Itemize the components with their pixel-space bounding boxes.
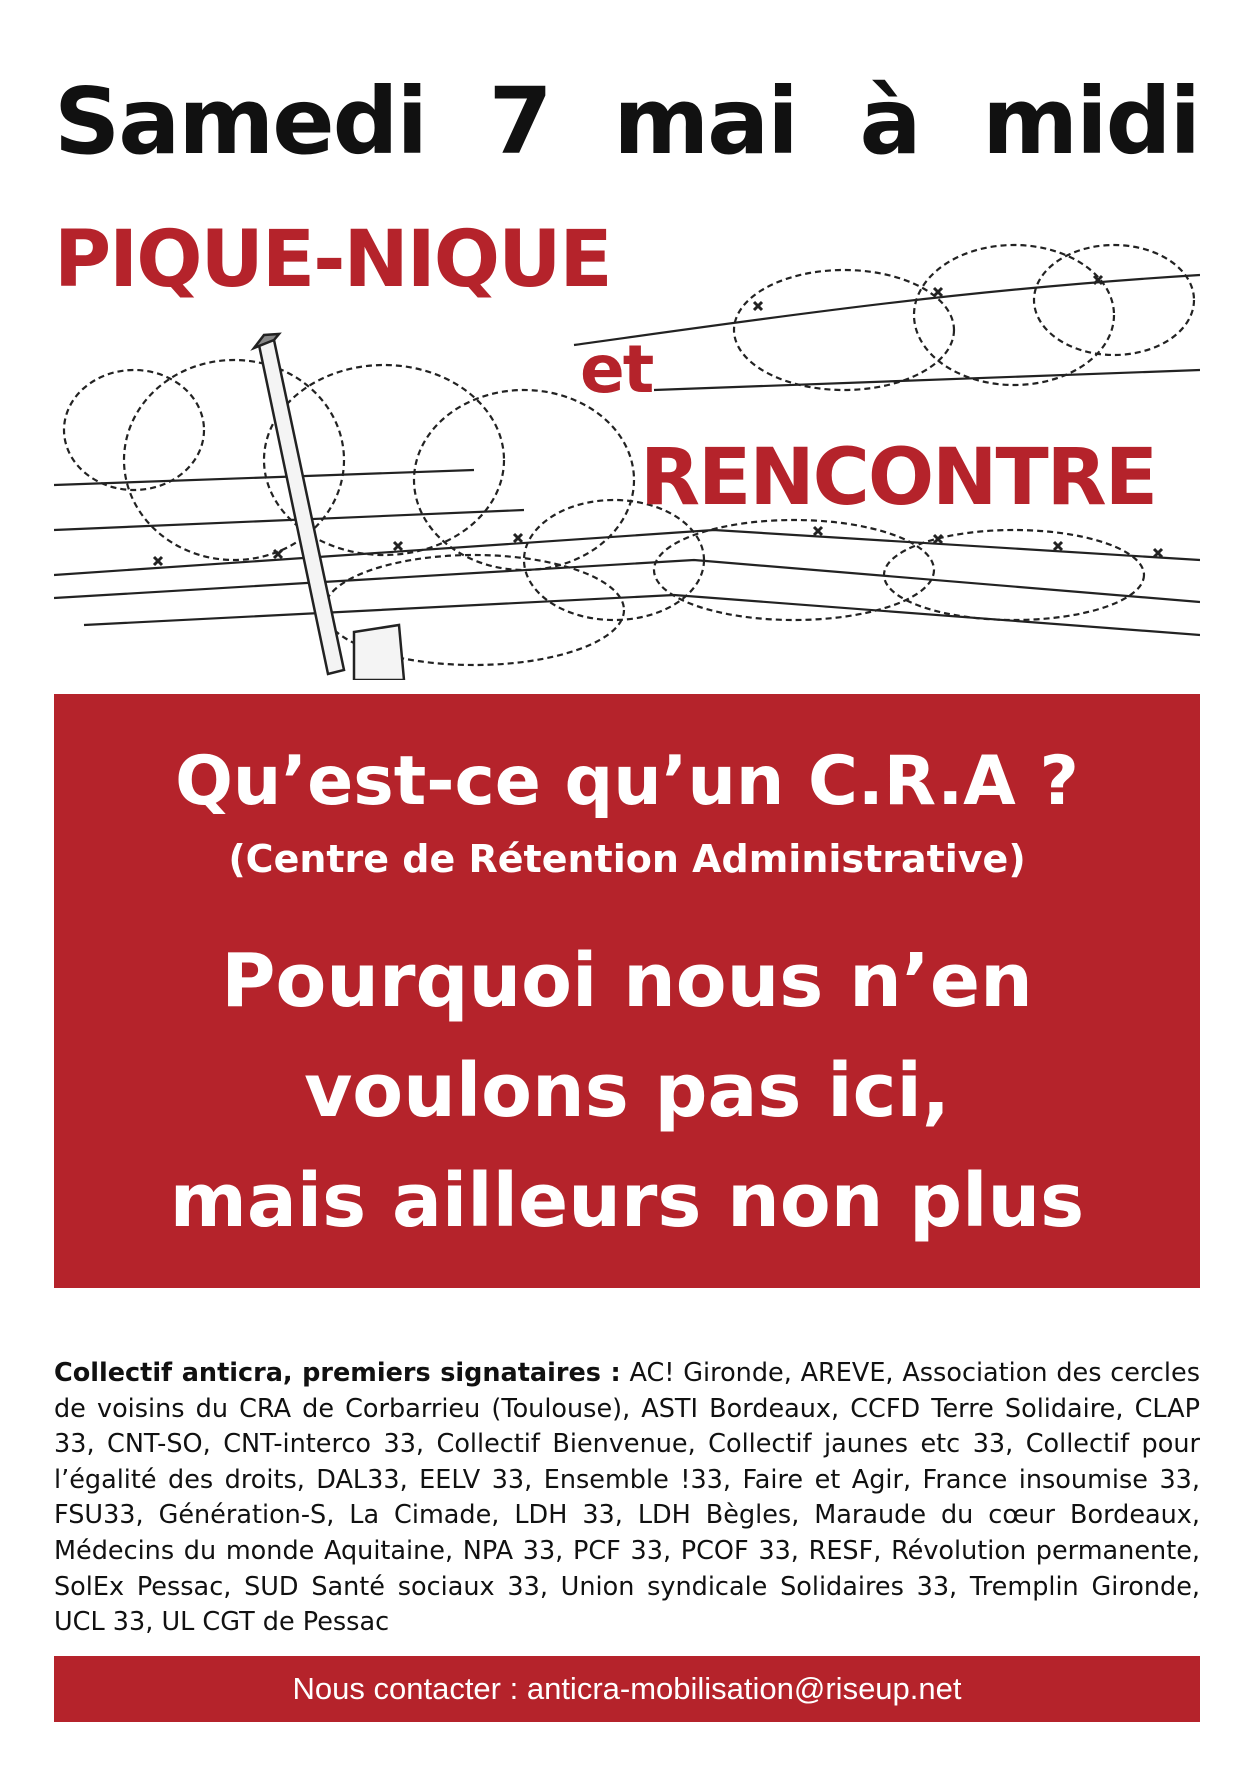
cra-definition-subtitle: (Centre de Rétention Administrative) [228,837,1026,881]
message-block [54,926,1200,1256]
signatories-lead: Collectif anticra, premiers signataires : [54,1358,621,1388]
message-line: Pourquoi nous n’en [221,938,1033,1024]
contact-bar: Nous contacter : anticra-mobilisation@riseup.net [54,1656,1200,1722]
title-rencontre: RENCONTRE [640,433,1157,523]
cra-question-heading: Qu’est-ce qu’un C.R.A ? [175,742,1079,821]
signatories-paragraph [54,1356,1200,1641]
title-pique-nique: PIQUE-NIQUE [54,215,611,305]
message-line: voulons pas ici, [304,1048,950,1134]
signatories-list: AC! Gironde, AREVE, Association des cercles de voisins du CRA de Corbarrieu (Toulouse), ASTI Bordeaux, CCFD Terre Solidaire, CLAP 33, CNT-SO, CNT-interco 33, Collectif Bienvenue, Collectif jaunes etc 33, Collectif pour l’égalité des droits, DAL33, EELV 33, Ensemble !33, Faire et Agir, France insoumise 33, FSU33, Génération-S, La Cimade, LDH 33, LDH Bègles, Maraude du cœur Bordeaux, Médecins du monde Aquitaine, NPA 33, PCF 33, PCOF 33, RESF, Révolution permanente, SolEx Pessac, SUD Santé sociaux 33, Union syndicale Solidaires 33, Tremplin Gironde, UCL 33, UL CGT de Pessac [54,1358,1200,1638]
title-et: et [580,331,653,408]
message-line: mais ailleurs non plus [169,1158,1085,1244]
cra-info-box [54,694,1200,1288]
event-date: Samedi 7 mai à midi [54,68,1199,175]
